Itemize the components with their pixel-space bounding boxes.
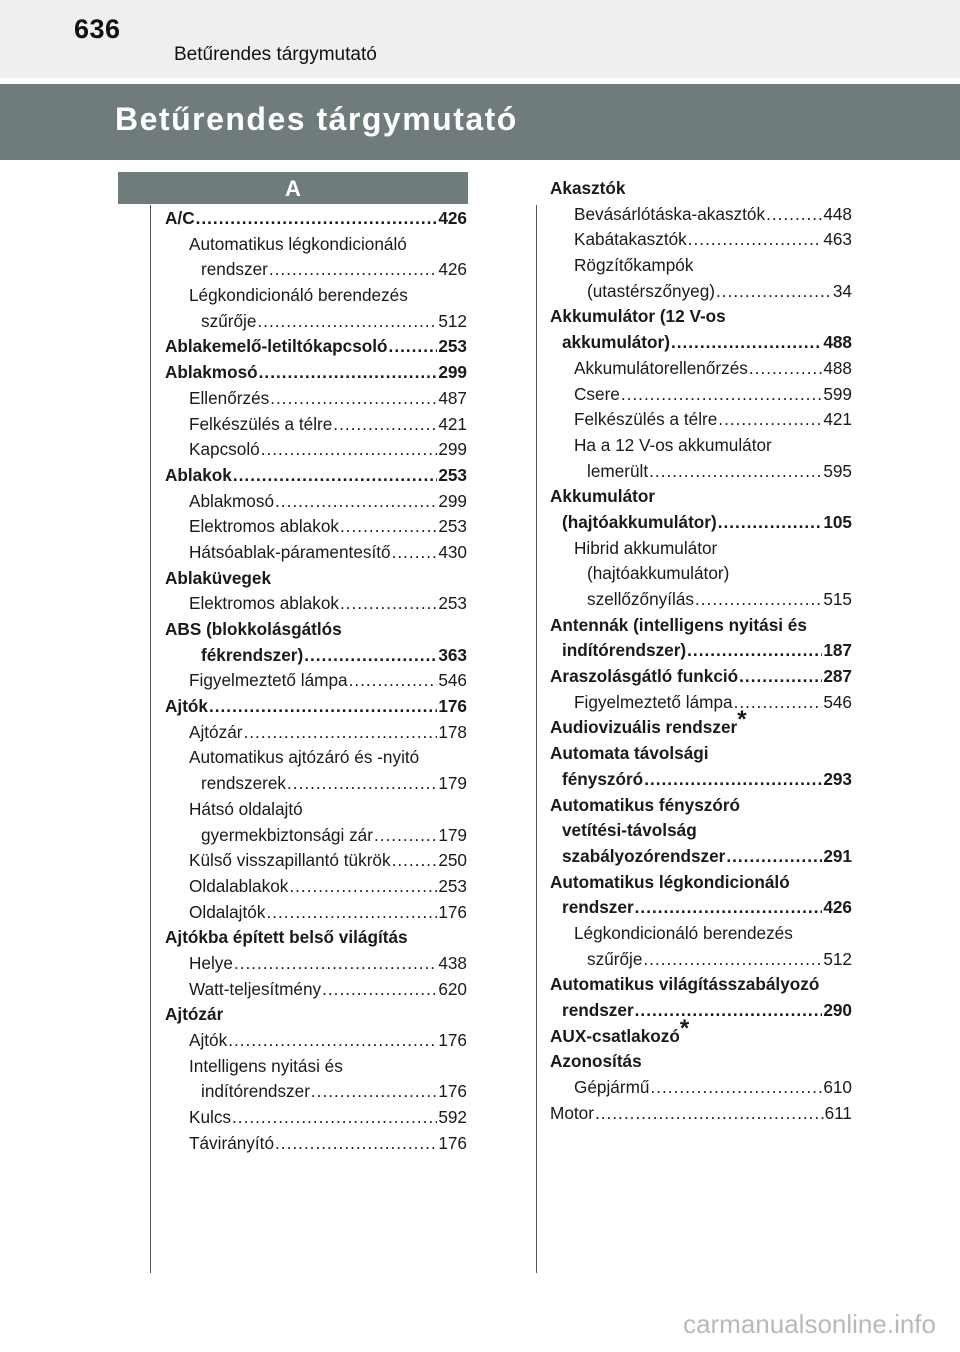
- index-entry: [165, 386, 467, 412]
- dot-leader: [718, 407, 822, 433]
- index-entry-page: 448: [823, 203, 852, 224]
- index-entry-text: Ajtókba épített belső világítás: [165, 927, 408, 948]
- index-entry-text: A/C: [165, 208, 195, 228]
- index-entry-page: 487: [438, 387, 467, 408]
- index-entry: [165, 334, 467, 360]
- dot-leader: [739, 664, 822, 690]
- index-entry: [165, 1079, 467, 1105]
- index-entry: [165, 1002, 467, 1028]
- index-entry-text: indítórendszer): [562, 640, 687, 661]
- index-entry-page: 105: [823, 511, 852, 532]
- index-entry: [550, 613, 852, 639]
- index-entry: [165, 1028, 467, 1054]
- index-entry-text: Automatikus légkondicionáló: [189, 233, 407, 254]
- dot-leader: [718, 510, 823, 536]
- dot-leader: [749, 356, 822, 382]
- index-entry-page: 293: [823, 768, 852, 789]
- index-entry: [550, 484, 852, 510]
- index-entry: [550, 407, 852, 433]
- index-entry: [165, 1105, 467, 1131]
- index-entry-text: fékrendszer): [201, 644, 304, 665]
- index-entry-page: 426: [438, 259, 467, 280]
- index-entry: [550, 202, 852, 228]
- index-entry: [550, 706, 852, 741]
- index-entry-text: Hátsó oldalajtó: [189, 798, 303, 819]
- index-entry: [165, 309, 467, 335]
- header-bar: [0, 0, 960, 78]
- index-entry-page: 438: [438, 952, 467, 973]
- index-entry-text: Figyelmeztető lámpa: [189, 670, 348, 691]
- index-entry-text: rendszer: [562, 897, 634, 918]
- index-entry-page: 250: [438, 850, 467, 871]
- index-entry-page: 611: [824, 1102, 852, 1123]
- dot-leader: [234, 951, 437, 977]
- dot-leader: [261, 437, 438, 463]
- page-number: 636: [74, 14, 121, 44]
- index-entry: [165, 925, 467, 951]
- dot-leader: [671, 330, 822, 356]
- index-column-right: [550, 176, 852, 1126]
- dot-leader: [635, 998, 823, 1024]
- index-entry-page: 34: [832, 280, 852, 301]
- index-entry-page: 463: [823, 229, 852, 250]
- index-entry: [550, 459, 852, 485]
- index-entry: [550, 767, 852, 793]
- index-entry: [165, 720, 467, 746]
- index-entry: [550, 1014, 852, 1050]
- index-entry: [165, 412, 467, 438]
- index-entry: [550, 330, 852, 356]
- index-entry: [550, 561, 852, 587]
- index-entry-page: 253: [438, 593, 467, 614]
- index-entry: [165, 206, 467, 232]
- index-entry-text: Akkumulátor (12 V-os: [550, 306, 726, 327]
- index-entry-text: szűrője: [587, 948, 643, 969]
- index-entry-text: (hajtóakkumulátor): [562, 511, 717, 532]
- index-entry-text: ABS (blokkolásgátlós: [165, 619, 342, 639]
- index-column-left: [165, 206, 467, 1156]
- index-entry: [165, 668, 467, 694]
- index-entry: [550, 587, 852, 613]
- dot-leader: [595, 1101, 824, 1127]
- index-entry-page: 546: [823, 691, 852, 712]
- index-entry-page: 178: [438, 721, 467, 742]
- index-entry: [550, 690, 852, 716]
- index-entry-text: Ablakemelő-letiltókapcsoló: [165, 336, 388, 357]
- index-entry-text: Hibrid akkumulátor: [574, 537, 718, 558]
- index-entry-text: Automatikus fényszóró: [550, 794, 741, 815]
- index-entry: [165, 643, 467, 669]
- index-entry: [165, 1054, 467, 1080]
- index-entry: [550, 895, 852, 921]
- index-entry-page: 515: [823, 589, 852, 609]
- index-entry-text: gyermekbiztonsági zár: [201, 824, 373, 845]
- index-entry-text: rendszer: [201, 259, 268, 280]
- index-entry-page: 299: [438, 362, 467, 383]
- dot-leader: [349, 668, 438, 694]
- index-entry: [550, 536, 852, 562]
- index-entry-page: 426: [823, 897, 852, 918]
- index-entry-text: Bevásárlótáska-akasztók: [574, 203, 766, 224]
- index-entry-text: Ablakmosó: [189, 490, 275, 511]
- index-entry-page: 179: [438, 824, 467, 845]
- index-entry: [550, 664, 852, 690]
- index-entry: [165, 489, 467, 515]
- index-entry-text: Kabátakasztók: [574, 229, 687, 250]
- dot-leader: [766, 202, 822, 228]
- index-entry-text: Automata távolsági: [550, 743, 709, 764]
- index-entry-text: rendszerek: [201, 773, 287, 794]
- dot-leader: [644, 767, 822, 793]
- index-entry-page: 620: [438, 978, 467, 999]
- index-entry-text: Araszolásgátló funkció: [550, 666, 739, 687]
- index-entry-page: 592: [438, 1107, 467, 1128]
- index-entry-text: Ajtózár: [189, 721, 243, 742]
- index-entry-page: 299: [438, 490, 467, 511]
- dot-leader: [196, 206, 438, 232]
- index-entry-text: Intelligens nyitási és: [189, 1055, 343, 1076]
- index-entry: [550, 253, 852, 279]
- dot-leader: [695, 587, 822, 613]
- index-entry-page: 546: [438, 670, 467, 691]
- index-entry-text: Akkumulátor: [550, 486, 656, 507]
- index-entry-text: indítórendszer: [201, 1081, 310, 1102]
- index-entry: [165, 283, 467, 309]
- index-entry-page: 176: [438, 901, 467, 922]
- index-entry-text: Ha a 12 V-os akkumulátor: [574, 434, 772, 455]
- index-entry-page: 488: [823, 357, 852, 378]
- dot-leader: [270, 386, 437, 412]
- dot-leader: [392, 848, 438, 874]
- index-entry-text: akkumulátor): [562, 332, 670, 353]
- index-entry: [165, 797, 467, 823]
- index-entry: [550, 870, 852, 896]
- index-entry: [165, 745, 467, 771]
- index-entry-text: Távirányító: [189, 1132, 275, 1153]
- index-entry-page: 291: [823, 845, 852, 866]
- dot-leader: [621, 382, 822, 408]
- index-entry-page: 595: [823, 460, 852, 481]
- dot-leader: [389, 334, 438, 360]
- index-entry: [550, 1075, 852, 1101]
- footnote-asterisk: *: [679, 1014, 690, 1042]
- index-entry-text: (utastérszőnyeg): [587, 280, 716, 301]
- index-entry-page: 176: [438, 1132, 467, 1153]
- index-entry-text: Csere: [574, 383, 620, 404]
- dot-leader: [340, 591, 437, 617]
- index-entry-text: Külső visszapillantó tükrök: [189, 850, 391, 871]
- index-entry-text: Hátsóablak-páramentesítő: [189, 541, 391, 562]
- index-entry: [550, 382, 852, 408]
- dot-leader: [257, 309, 437, 335]
- index-entry-text: Ajtók: [165, 696, 208, 717]
- index-entry-page: 179: [438, 773, 467, 794]
- index-entry-text: lemerült: [587, 460, 649, 481]
- index-entry: [165, 823, 467, 849]
- dot-leader: [635, 895, 823, 921]
- index-entry-text: Audiovizuális rendszer: [550, 717, 738, 738]
- dot-leader: [244, 720, 438, 746]
- page-title: Betűrendes tárgymutató: [115, 101, 518, 137]
- index-entry: [165, 617, 467, 643]
- dot-leader: [269, 257, 437, 283]
- index-entry: [165, 463, 467, 489]
- index-entry-page: 299: [438, 439, 467, 460]
- index-entry-page: 187: [823, 640, 852, 661]
- index-entry-page: 176: [438, 696, 467, 717]
- dot-leader: [688, 227, 823, 253]
- index-entry-text: Akasztók: [550, 178, 626, 198]
- index-entry-text: Kapcsoló: [189, 439, 260, 460]
- index-entry-page: 512: [438, 310, 467, 331]
- index-entry-text: Felkészülés a télre: [189, 413, 333, 434]
- dot-leader: [650, 1075, 822, 1101]
- index-entry-text: Felkészülés a télre: [574, 409, 718, 430]
- index-entry-page: 426: [438, 208, 467, 228]
- index-entry: [165, 771, 467, 797]
- index-entry-text: Akkumulátorellenőrzés: [574, 357, 748, 378]
- index-entry: [550, 227, 852, 253]
- index-entry: [550, 176, 852, 202]
- index-entry: [550, 356, 852, 382]
- index-entry-text: AUX-csatlakozó: [550, 1025, 680, 1046]
- index-entry-text: Légkondicionáló berendezés: [574, 922, 793, 943]
- index-entry: [550, 844, 852, 870]
- dot-leader: [275, 489, 437, 515]
- index-entry-page: 430: [438, 541, 467, 562]
- index-entry-page: 488: [823, 332, 852, 353]
- index-entry-page: 421: [823, 409, 852, 430]
- index-entry-page: 176: [438, 1030, 467, 1050]
- index-entry: [550, 793, 852, 819]
- index-entry: [165, 360, 467, 386]
- index-entry-page: 290: [823, 1000, 852, 1020]
- index-entry-text: Automatikus ajtózáró és -nyitó: [189, 747, 420, 768]
- dot-leader: [726, 844, 822, 870]
- watermark: carmanualsonline.info: [683, 1309, 936, 1339]
- dot-leader: [716, 279, 832, 305]
- index-entry-text: Automatikus világításszabályozó: [550, 974, 820, 995]
- index-entry: [165, 1131, 467, 1157]
- index-entry: [165, 232, 467, 258]
- index-entry: [550, 638, 852, 664]
- index-entry-page: 610: [823, 1077, 852, 1098]
- index-entry-text: Watt-teljesítmény: [189, 978, 322, 999]
- dot-leader: [322, 977, 437, 1003]
- index-entry-text: Ablakmosó: [165, 362, 258, 383]
- index-entry: [165, 437, 467, 463]
- left-column-rule: [150, 205, 151, 1273]
- index-entry-text: Ablaküvegek: [165, 567, 272, 588]
- dot-leader: [287, 771, 437, 797]
- index-entry-page: 253: [438, 875, 467, 896]
- index-entry: [550, 947, 852, 973]
- index-entry-text: szellőzőnyílás: [587, 589, 694, 609]
- index-entry-page: 253: [438, 516, 467, 537]
- index-entry-text: rendszer: [562, 1000, 634, 1020]
- section-letter-header: A: [118, 172, 468, 204]
- index-entry-page: 421: [438, 413, 467, 434]
- index-entry-text: (hajtóakkumulátor): [587, 563, 730, 584]
- dot-leader: [289, 874, 437, 900]
- index-entry-text: Légkondicionáló berendezés: [189, 285, 408, 306]
- dot-leader: [311, 1079, 437, 1105]
- index-entry: [165, 591, 467, 617]
- index-entry-text: Antennák (intelligens nyitási és: [550, 614, 807, 635]
- index-entry: [550, 1049, 852, 1075]
- index-entry-text: Gépjármű: [574, 1077, 650, 1098]
- dot-leader: [259, 360, 438, 386]
- index-entry: [550, 921, 852, 947]
- dot-leader: [232, 1105, 437, 1131]
- index-entry: [165, 977, 467, 1003]
- index-entry-page: 253: [438, 464, 467, 485]
- index-entry: [165, 951, 467, 977]
- index-entry: [550, 741, 852, 767]
- dot-leader: [687, 638, 822, 664]
- running-title: Betűrendes tárgymutató: [174, 44, 377, 65]
- index-entry-text: Figyelmeztető lámpa: [574, 691, 733, 712]
- index-entry: [550, 972, 852, 998]
- index-entry-text: Ajtózár: [165, 1004, 224, 1025]
- dot-leader: [228, 1028, 437, 1054]
- dot-leader: [275, 1131, 437, 1157]
- dot-leader: [643, 947, 822, 973]
- index-entry: [165, 874, 467, 900]
- index-entry-page: 363: [438, 644, 467, 665]
- index-entry: [165, 694, 467, 720]
- index-entry-text: Oldalablakok: [189, 875, 289, 896]
- index-entry: [550, 279, 852, 305]
- dot-leader: [233, 463, 437, 489]
- dot-leader: [209, 694, 437, 720]
- dot-leader: [392, 540, 438, 566]
- index-entry: [165, 566, 467, 592]
- index-entry-text: szűrője: [201, 310, 257, 331]
- index-entry: [550, 1101, 852, 1127]
- dot-leader: [649, 459, 822, 485]
- index-entry-text: Motor: [550, 1102, 594, 1123]
- index-entry-text: szabályozórendszer: [562, 845, 726, 866]
- index-entry-text: Ablakok: [165, 464, 232, 485]
- dot-leader: [340, 514, 437, 540]
- index-entry-page: 287: [823, 666, 852, 687]
- index-entry-text: Elektromos ablakok: [189, 516, 339, 537]
- index-entry-text: Kulcs: [189, 1107, 232, 1128]
- index-entry-text: Ajtók: [189, 1030, 228, 1050]
- middle-column-rule: [536, 205, 537, 1273]
- dot-leader: [266, 900, 437, 926]
- index-entry: [550, 433, 852, 459]
- index-entry: [550, 304, 852, 330]
- dot-leader: [333, 412, 437, 438]
- index-entry-page: 176: [438, 1081, 467, 1102]
- index-entry-page: 599: [823, 383, 852, 404]
- index-entry: [165, 848, 467, 874]
- index-entry-text: fényszóró: [562, 768, 644, 789]
- index-entry-text: Oldalajtók: [189, 901, 266, 922]
- index-entry-text: Ellenőrzés: [189, 387, 270, 408]
- index-entry-text: vetítési-távolság: [562, 820, 697, 841]
- index-entry-text: Helye: [189, 952, 233, 973]
- index-entry: [550, 998, 852, 1024]
- index-entry-text: Elektromos ablakok: [189, 593, 339, 614]
- index-entry-text: Automatikus légkondicionáló: [550, 871, 790, 892]
- dot-leader: [304, 643, 437, 669]
- index-entry: [165, 514, 467, 540]
- index-entry-page: 512: [823, 948, 852, 969]
- index-entry: [550, 818, 852, 844]
- dot-leader: [374, 823, 437, 849]
- index-entry-text: Rögzítőkampók: [574, 255, 694, 276]
- footnote-asterisk: *: [737, 706, 747, 734]
- index-entry: [550, 510, 852, 536]
- index-entry-text: Azonosítás: [550, 1051, 642, 1072]
- index-entry: [165, 257, 467, 283]
- index-entry: [165, 900, 467, 926]
- index-entry-page: 253: [438, 336, 467, 357]
- index-entry: [165, 540, 467, 566]
